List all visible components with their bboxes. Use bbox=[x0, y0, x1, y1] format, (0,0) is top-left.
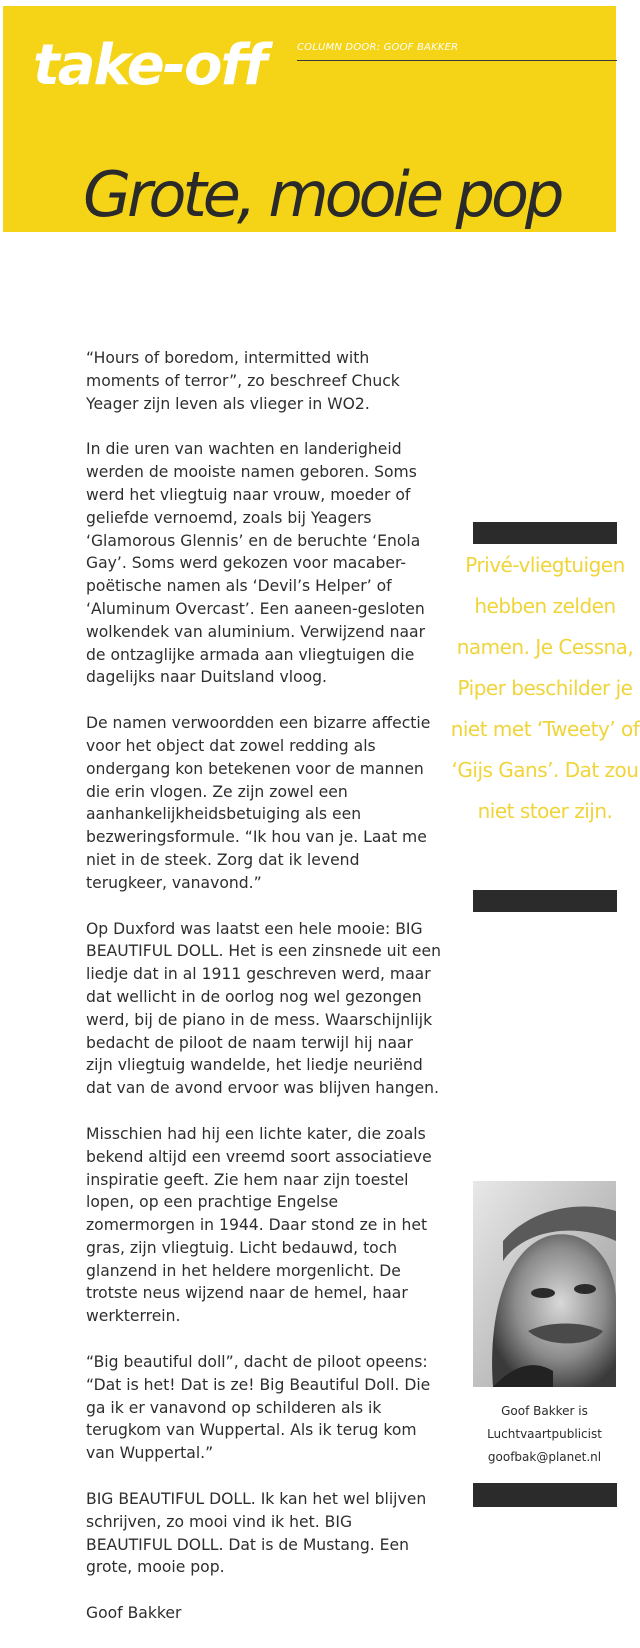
header-banner bbox=[3, 6, 616, 232]
paragraph: “Big beautiful doll”, dacht de piloot opeens: “Dat is het! Dat is ze! Big Beautiful Doll. Die ga ik er vanavond op schilderen als ik terugkom van Wuppertal. Als ik terug kom van Wuppertal.” bbox=[86, 1353, 431, 1463]
portrait-image bbox=[473, 1181, 616, 1387]
author-signature: Goof Bakker bbox=[86, 1604, 182, 1623]
byline: COLUMN DOOR: GOOF BAKKER bbox=[297, 42, 459, 53]
divider-bar bbox=[473, 1483, 617, 1507]
caption-name: Goof Bakker is bbox=[501, 1404, 588, 1418]
paragraph: BIG BEAUTIFUL DOLL. Ik kan het wel blijven schrijven, zo mooi vind ik het. BIG BEAUTIFUL DOLL. Dat is de Mustang. Een grote, mooie pop. bbox=[86, 1490, 427, 1577]
paragraph: Op Duxford was laatst een hele mooie: BIG BEAUTIFUL DOLL. Het is een zinsnede uit een liedje dat in al 1911 geschreven werd, maar dat wellicht in de oorlog nog wel gezongen werd, bij de piano in de mess. Waarschijnlijk bedacht de piloot de naam terwijl hij naar zijn vliegtuig wandelde, het liedje neuriënd dat van de avond ervoor was blijven hangen. bbox=[86, 919, 441, 1098]
paragraph: In die uren van wachten en landerigheid werden de mooiste namen geboren. Soms werd het vliegtuig naar vrouw, moeder of geliefde vernoemd, zoals bij Yeagers ‘Glamorous Glennis’ en de beruchte ‘Enola Gay’. Soms werd gekozen voor macaber-poëtische namen als ‘Devil’s Helper’ of ‘Aluminum Overcast’. Een aaneen-gesloten wolkendek van aluminium. Verwijzend naar de ontzaglijke armada aan vliegtuigen die dagelijks naar Duitsland vloog. bbox=[86, 440, 425, 687]
paragraph: Misschien had hij een lichte kater, die zoals bekend altijd een vreemd soort associatieve inspiratie geeft. Zie hem naar zijn toestel lopen, op een prachtige Engelse zomermorgen in 1944. Daar stond ze in het gras, zijn vliegtuig. Licht bedauwd, toch glanzend in het heldere morgenlicht. De trotste neus wijzend naar de hemel, haar werkterrein. bbox=[86, 1124, 432, 1326]
article-body bbox=[86, 347, 442, 1648]
paragraph: De namen verwoordden een bizarre affectie voor het object dat zowel redding als ondergang kon betekenen voor de mannen die erin vlogen. Ze zijn zowel een aanhankelijkheidsbetuiging als een bezweringsformule. “Ik hou van je. Laat me niet in de steek. Zorg dat ik levend terugkeer, vanavond.” bbox=[86, 714, 431, 892]
headline: Grote, mooie pop bbox=[83, 158, 561, 231]
byline-rule bbox=[297, 60, 617, 61]
divider-bar bbox=[473, 522, 617, 544]
author-photo bbox=[473, 1181, 616, 1387]
caption-role: Luchtvaartpublicist bbox=[487, 1427, 602, 1441]
author-caption bbox=[473, 1400, 616, 1469]
pullquote: Privé-vliegtuigen hebben zelden namen. Je Cessna, Piper beschilder je niet met ‘Tweety’ of ‘Gijs Gans’. Dat zou niet stoer zijn. bbox=[450, 553, 640, 823]
caption-email: goofbak@planet.nl bbox=[487, 1450, 602, 1464]
section-label: take-off bbox=[33, 33, 266, 98]
divider-bar bbox=[473, 890, 617, 912]
paragraph: “Hours of boredom, intermitted with moments of terror”, zo beschreef Chuck Yeager zijn leven als vlieger in WO2. bbox=[86, 349, 400, 413]
